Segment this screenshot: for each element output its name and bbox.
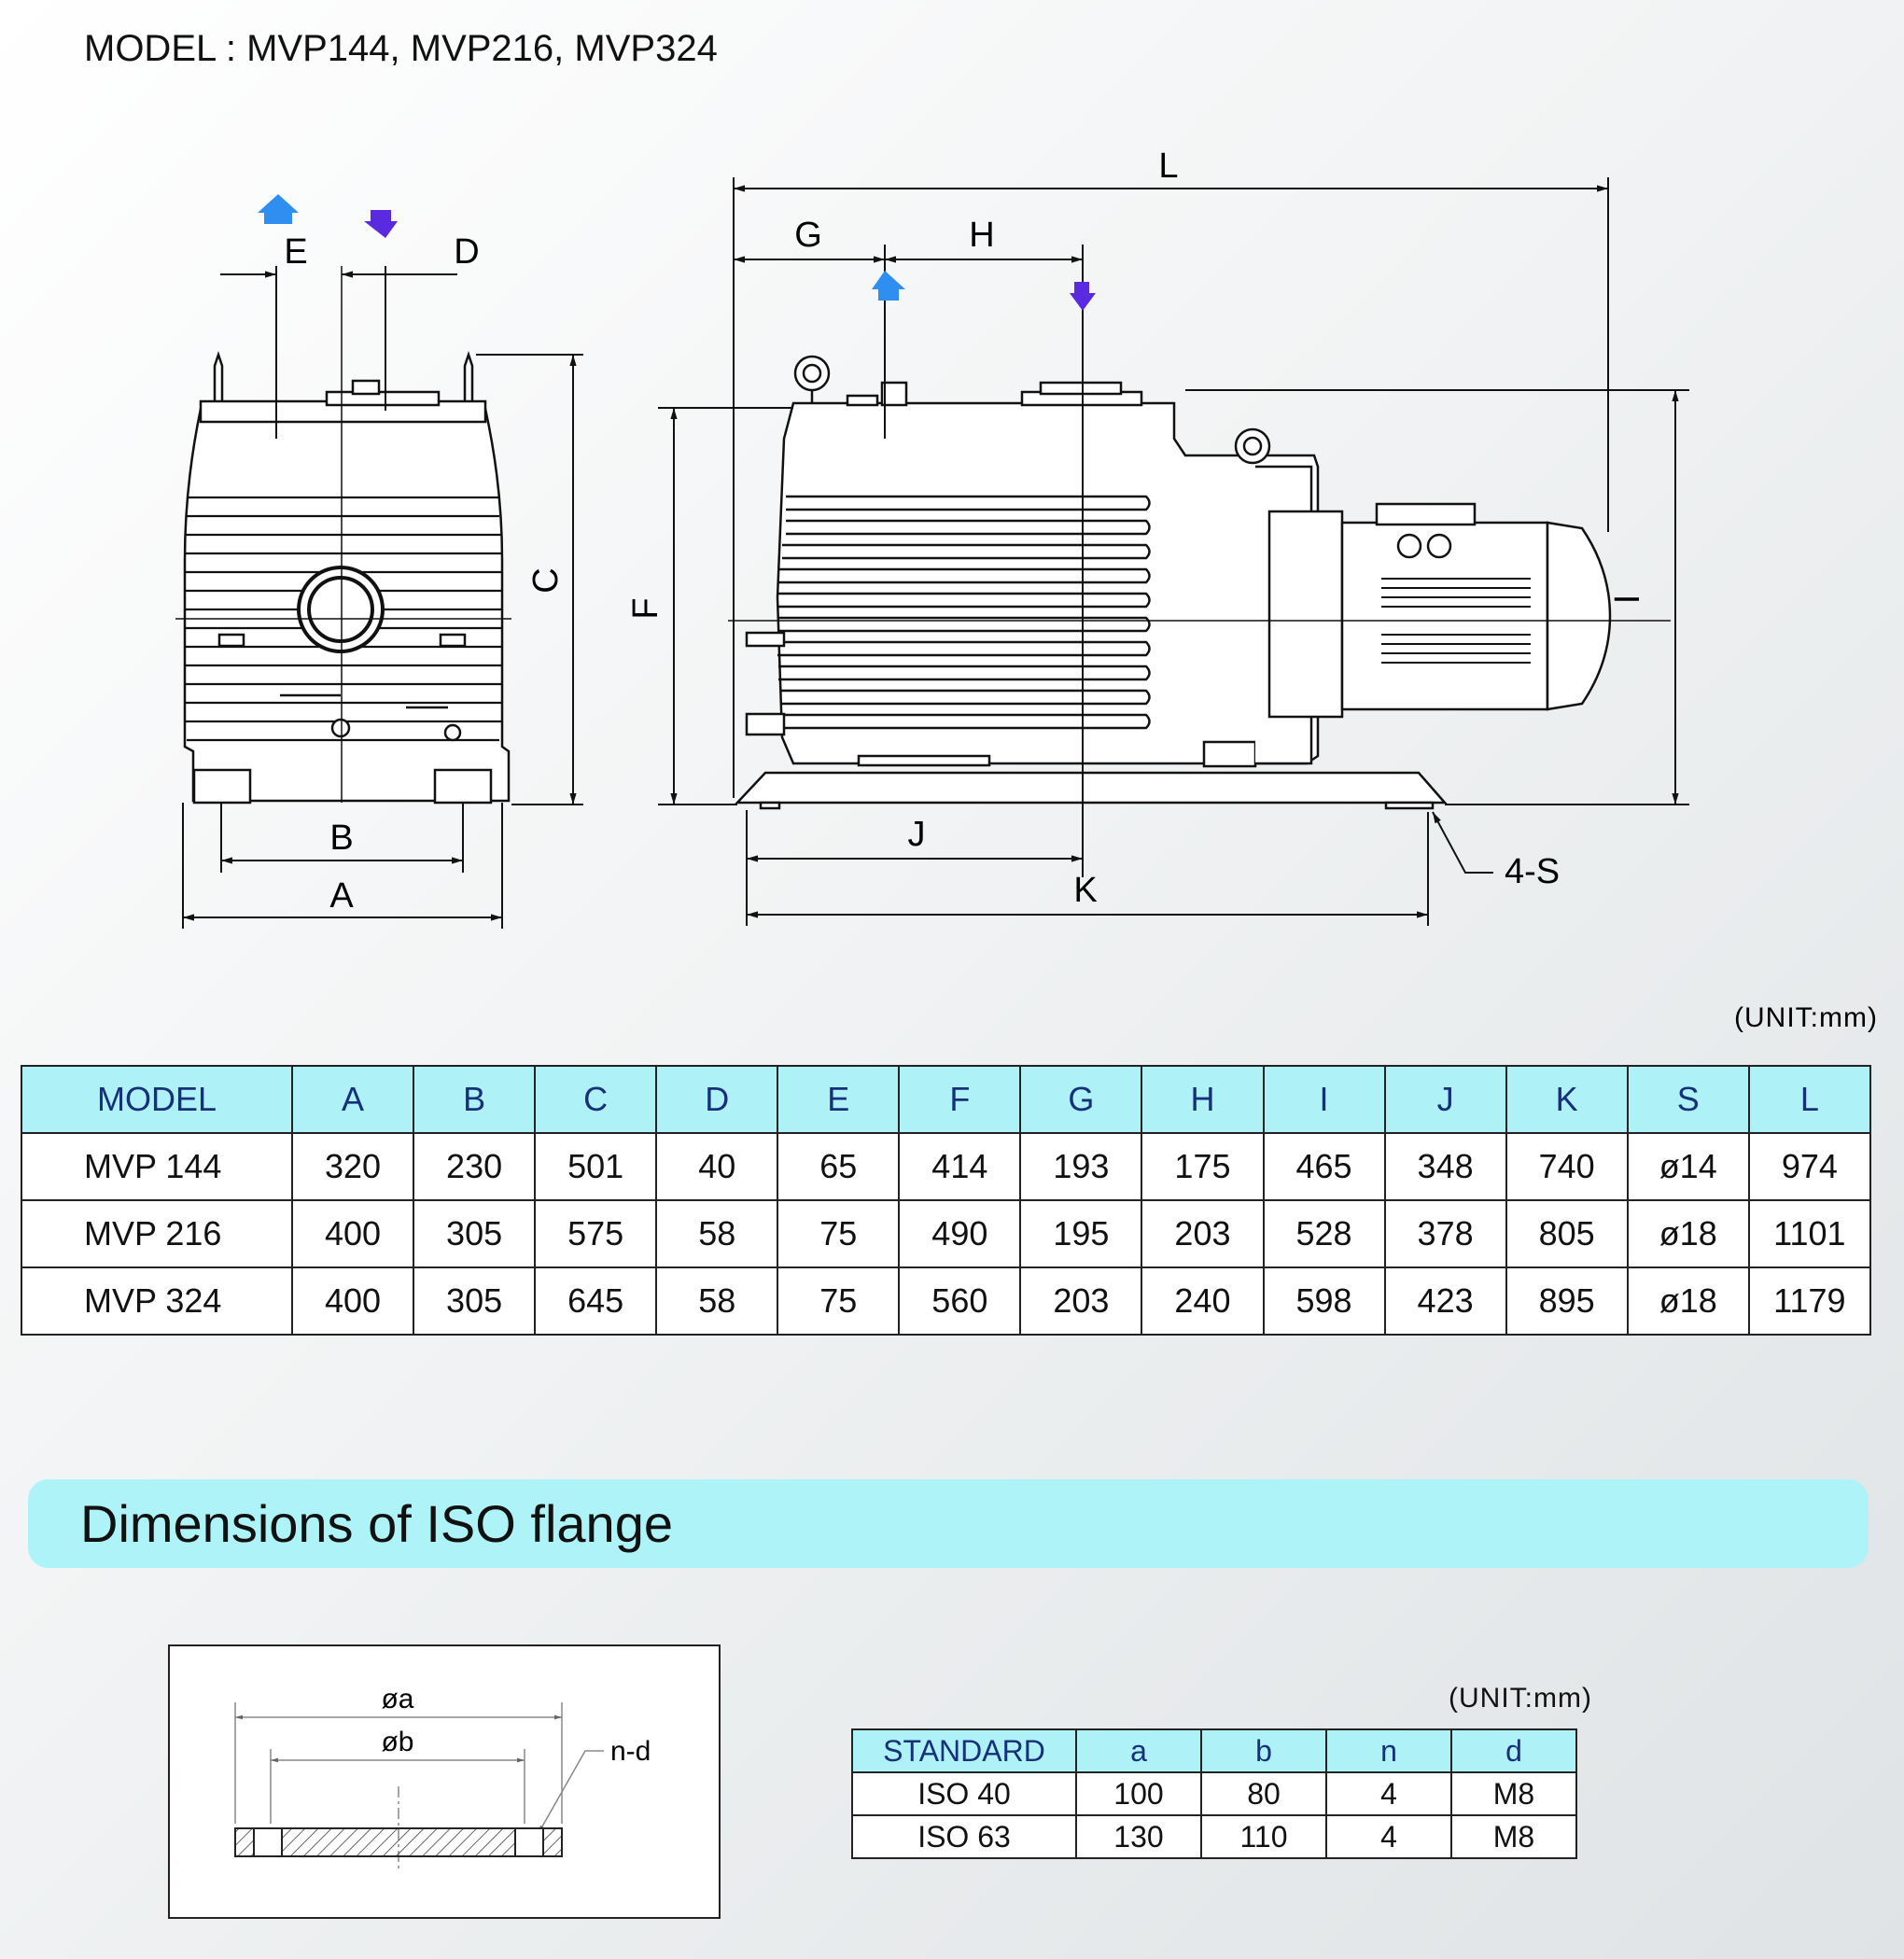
col-header: E: [777, 1066, 899, 1133]
table-cell: 58: [656, 1267, 777, 1335]
dim-label-i: I: [1608, 594, 1647, 605]
dim-label-h: H: [969, 216, 995, 255]
table-cell: 240: [1141, 1267, 1263, 1335]
flange-label-a: øa: [381, 1684, 414, 1714]
table-cell: 195: [1020, 1200, 1141, 1267]
table-cell: 100: [1076, 1772, 1201, 1815]
table-cell: 320: [292, 1133, 413, 1200]
flange-drawing: [170, 1646, 719, 1917]
table-cell: 130: [1076, 1815, 1201, 1858]
table-cell: M8: [1451, 1772, 1576, 1815]
dim-label-c: C: [526, 567, 566, 594]
flange-label-nd: n-d: [610, 1736, 651, 1767]
col-header: a: [1076, 1729, 1201, 1772]
table-cell: 175: [1141, 1133, 1263, 1200]
table-cell: 230: [413, 1133, 535, 1200]
table-cell: 575: [535, 1200, 656, 1267]
flange-label-b: øb: [381, 1727, 414, 1757]
table-cell: 645: [535, 1267, 656, 1335]
dim-label-j: J: [907, 815, 926, 854]
col-header: K: [1506, 1066, 1628, 1133]
inlet-arrow-icon: [258, 194, 299, 224]
table-cell: 974: [1749, 1133, 1870, 1200]
col-header: B: [413, 1066, 535, 1133]
model-title: MODEL : MVP144, MVP216, MVP324: [84, 28, 718, 69]
table-cell: ISO 40: [852, 1772, 1076, 1815]
table-row: [852, 1815, 1576, 1858]
iso-table-header: [852, 1729, 1576, 1772]
table-cell: MVP 324: [21, 1267, 292, 1335]
table-cell: 895: [1506, 1267, 1628, 1335]
table-cell: 348: [1385, 1133, 1506, 1200]
dim-label-g: G: [794, 216, 822, 255]
table-cell: 75: [777, 1267, 899, 1335]
table-row: [852, 1772, 1576, 1815]
dim-label-b: B: [329, 819, 354, 858]
table-cell: 40: [656, 1133, 777, 1200]
table-cell: 414: [899, 1133, 1020, 1200]
col-header: D: [656, 1066, 777, 1133]
col-header: F: [899, 1066, 1020, 1133]
table-cell: 4: [1326, 1772, 1451, 1815]
table-cell: 110: [1201, 1815, 1326, 1858]
col-header: d: [1451, 1729, 1576, 1772]
table-cell: 1101: [1749, 1200, 1870, 1267]
spec-table-header: [21, 1066, 1870, 1133]
table-cell: 378: [1385, 1200, 1506, 1267]
dim-label-f: F: [626, 597, 665, 620]
dim-label-s: 4-S: [1505, 852, 1561, 891]
iso-section-title: Dimensions of ISO flange: [80, 1494, 673, 1553]
col-header: L: [1749, 1066, 1870, 1133]
table-cell: 490: [899, 1200, 1020, 1267]
table-cell: 598: [1264, 1267, 1385, 1335]
table-cell: 501: [535, 1133, 656, 1200]
table-cell: 58: [656, 1200, 777, 1267]
iso-table: [851, 1728, 1577, 1859]
table-cell: MVP 144: [21, 1133, 292, 1200]
table-cell: 193: [1020, 1133, 1141, 1200]
spec-table: [21, 1065, 1871, 1336]
table-cell: 560: [899, 1267, 1020, 1335]
table-cell: MVP 216: [21, 1200, 292, 1267]
col-header: G: [1020, 1066, 1141, 1133]
dim-label-d: D: [454, 232, 480, 272]
table-row: [21, 1133, 1870, 1200]
col-header: STANDARD: [852, 1729, 1076, 1772]
dim-label-e: E: [284, 232, 308, 272]
outlet-arrow-icon: [364, 210, 398, 238]
inlet-arrow-icon-side: [872, 271, 905, 301]
side-view: [728, 357, 1671, 808]
dim-label-k: K: [1073, 871, 1098, 910]
col-header: n: [1326, 1729, 1451, 1772]
table-cell: 65: [777, 1133, 899, 1200]
col-header: A: [292, 1066, 413, 1133]
table-cell: ø14: [1628, 1133, 1749, 1200]
table-cell: 740: [1506, 1133, 1628, 1200]
table-cell: 528: [1264, 1200, 1385, 1267]
table-cell: ø18: [1628, 1267, 1749, 1335]
table-cell: 305: [413, 1267, 535, 1335]
flange-drawing-box: [168, 1644, 721, 1919]
table-row: [21, 1267, 1870, 1335]
table-cell: 423: [1385, 1267, 1506, 1335]
table-cell: ISO 63: [852, 1815, 1076, 1858]
table-cell: 203: [1141, 1200, 1263, 1267]
col-header: b: [1201, 1729, 1326, 1772]
table-row: [21, 1200, 1870, 1267]
table-cell: 400: [292, 1200, 413, 1267]
table-cell: M8: [1451, 1815, 1576, 1858]
col-header: I: [1264, 1066, 1385, 1133]
front-view: [175, 266, 511, 803]
table-cell: 805: [1506, 1200, 1628, 1267]
dim-label-l: L: [1158, 147, 1179, 186]
table-cell: 305: [413, 1200, 535, 1267]
table-cell: 4: [1326, 1815, 1451, 1858]
outlet-arrow-icon-side: [1070, 282, 1096, 311]
iso-unit-label: (UNIT:mm): [1449, 1683, 1592, 1714]
dim-label-a: A: [329, 876, 354, 916]
table-cell: 203: [1020, 1267, 1141, 1335]
col-header: MODEL: [21, 1066, 292, 1133]
table-cell: 75: [777, 1200, 899, 1267]
table-cell: ø18: [1628, 1200, 1749, 1267]
col-header: C: [535, 1066, 656, 1133]
col-header: J: [1385, 1066, 1506, 1133]
col-header: H: [1141, 1066, 1263, 1133]
table-cell: 400: [292, 1267, 413, 1335]
table-cell: 465: [1264, 1133, 1385, 1200]
col-header: S: [1628, 1066, 1749, 1133]
unit-label: (UNIT:mm): [1734, 1002, 1878, 1033]
table-cell: 80: [1201, 1772, 1326, 1815]
table-cell: 1179: [1749, 1267, 1870, 1335]
